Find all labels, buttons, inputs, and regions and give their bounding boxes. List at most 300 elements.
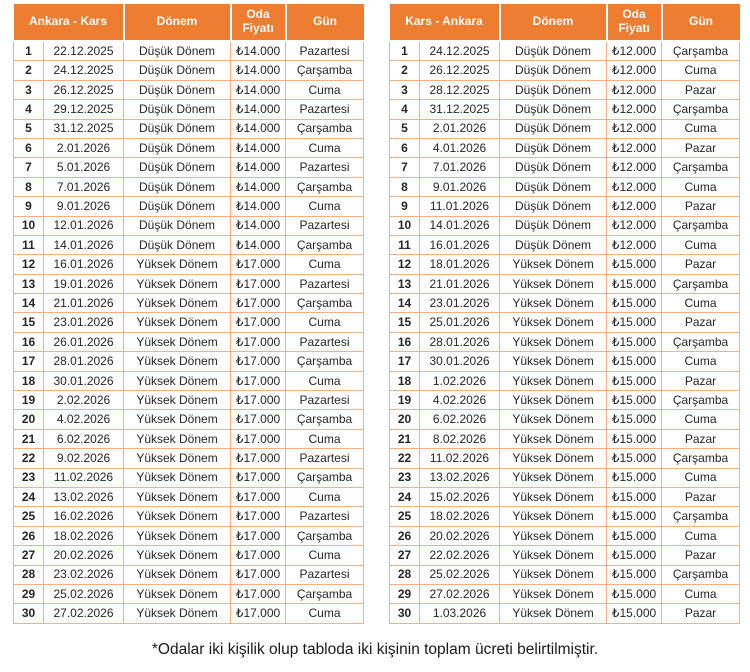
- row-number-cell: 8: [390, 177, 420, 196]
- date-cell: 27.02.2026: [420, 584, 500, 603]
- date-cell: 18.01.2026: [420, 255, 500, 274]
- date-cell: 28.12.2025: [420, 80, 500, 99]
- table-row: [390, 526, 740, 545]
- day-cell: Çarşamba: [662, 507, 740, 526]
- column-header-price: Oda Fiyatı: [607, 4, 662, 41]
- day-cell: Cuma: [286, 138, 364, 157]
- period-cell: Düşük Dönem: [124, 138, 231, 157]
- day-cell: Cuma: [662, 526, 740, 545]
- table-row: [14, 526, 364, 545]
- day-cell: Cuma: [662, 410, 740, 429]
- price-cell: ₺17.000: [231, 526, 286, 545]
- row-number-cell: 29: [14, 584, 44, 603]
- price-cell: ₺15.000: [607, 313, 662, 332]
- table-row: [14, 565, 364, 584]
- price-cell: ₺17.000: [231, 468, 286, 487]
- row-number-cell: 25: [14, 507, 44, 526]
- day-cell: Cuma: [662, 177, 740, 196]
- row-number-cell: 22: [390, 449, 420, 468]
- period-cell: Yüksek Dönem: [500, 507, 607, 526]
- price-cell: ₺14.000: [231, 177, 286, 196]
- date-cell: 23.02.2026: [44, 565, 124, 584]
- price-cell: ₺17.000: [231, 313, 286, 332]
- period-cell: Yüksek Dönem: [500, 294, 607, 313]
- price-cell: ₺14.000: [231, 100, 286, 119]
- table-row: [390, 371, 740, 390]
- day-cell: Çarşamba: [662, 274, 740, 293]
- date-cell: 28.01.2026: [44, 352, 124, 371]
- date-cell: 24.12.2025: [44, 61, 124, 80]
- column-header-period: Dönem: [124, 4, 231, 41]
- period-cell: Düşük Dönem: [124, 100, 231, 119]
- period-cell: Yüksek Dönem: [124, 255, 231, 274]
- period-cell: Yüksek Dönem: [500, 429, 607, 448]
- price-cell: ₺15.000: [607, 274, 662, 293]
- day-cell: Pazar: [662, 429, 740, 448]
- table-row: [390, 449, 740, 468]
- day-cell: Pazartesi: [286, 100, 364, 119]
- table-row: [390, 313, 740, 332]
- date-cell: 5.01.2026: [44, 158, 124, 177]
- period-cell: Düşük Dönem: [500, 61, 607, 80]
- row-number-cell: 12: [390, 255, 420, 274]
- price-cell: ₺15.000: [607, 546, 662, 565]
- table-row: [390, 216, 740, 235]
- table-row: [390, 177, 740, 196]
- day-cell: Cuma: [286, 197, 364, 216]
- date-cell: 4.02.2026: [44, 410, 124, 429]
- date-cell: 12.01.2026: [44, 216, 124, 235]
- price-cell: ₺14.000: [231, 197, 286, 216]
- day-cell: Cuma: [286, 313, 364, 332]
- row-number-cell: 30: [390, 604, 420, 623]
- price-cell: ₺12.000: [607, 177, 662, 196]
- price-cell: ₺12.000: [607, 41, 662, 61]
- header-row: [14, 4, 364, 41]
- date-cell: 22.12.2025: [44, 41, 124, 61]
- date-cell: 11.02.2026: [44, 468, 124, 487]
- price-cell: ₺12.000: [607, 80, 662, 99]
- row-number-cell: 23: [390, 468, 420, 487]
- price-cell: ₺17.000: [231, 274, 286, 293]
- date-cell: 18.02.2026: [420, 507, 500, 526]
- row-number-cell: 20: [14, 410, 44, 429]
- date-cell: 9.01.2026: [44, 197, 124, 216]
- day-cell: Cuma: [286, 371, 364, 390]
- price-cell: ₺17.000: [231, 565, 286, 584]
- price-cell: ₺15.000: [607, 526, 662, 545]
- day-cell: Çarşamba: [286, 352, 364, 371]
- period-cell: Yüksek Dönem: [124, 487, 231, 506]
- row-number-cell: 24: [14, 487, 44, 506]
- day-cell: Cuma: [662, 61, 740, 80]
- table-row: [14, 274, 364, 293]
- day-cell: Cuma: [662, 584, 740, 603]
- day-cell: Çarşamba: [286, 584, 364, 603]
- table-row: [14, 61, 364, 80]
- period-cell: Yüksek Dönem: [124, 449, 231, 468]
- price-cell: ₺12.000: [607, 197, 662, 216]
- period-cell: Yüksek Dönem: [124, 604, 231, 623]
- date-cell: 20.02.2026: [44, 546, 124, 565]
- day-cell: Çarşamba: [286, 177, 364, 196]
- table-row: [390, 468, 740, 487]
- table-row: [14, 80, 364, 99]
- table-row: [14, 468, 364, 487]
- row-number-cell: 29: [390, 584, 420, 603]
- date-cell: 26.01.2026: [44, 332, 124, 351]
- price-cell: ₺14.000: [231, 235, 286, 254]
- table-header: [390, 4, 740, 41]
- period-cell: Düşük Dönem: [500, 177, 607, 196]
- row-number-cell: 26: [14, 526, 44, 545]
- period-cell: Düşük Dönem: [124, 216, 231, 235]
- date-cell: 23.01.2026: [420, 294, 500, 313]
- date-cell: 13.02.2026: [420, 468, 500, 487]
- price-cell: ₺12.000: [607, 100, 662, 119]
- price-cell: ₺15.000: [607, 487, 662, 506]
- row-number-cell: 17: [390, 352, 420, 371]
- day-cell: Pazar: [662, 371, 740, 390]
- period-cell: Yüksek Dönem: [500, 604, 607, 623]
- date-cell: 25.01.2026: [420, 313, 500, 332]
- table-body: [390, 41, 740, 623]
- row-number-cell: 24: [390, 487, 420, 506]
- date-cell: 14.01.2026: [420, 216, 500, 235]
- row-number-cell: 28: [390, 565, 420, 584]
- table-row: [390, 332, 740, 351]
- table-row: [14, 41, 364, 61]
- period-cell: Yüksek Dönem: [124, 294, 231, 313]
- row-number-cell: 15: [14, 313, 44, 332]
- period-cell: Düşük Dönem: [124, 41, 231, 61]
- table-row: [14, 100, 364, 119]
- row-number-cell: 21: [390, 429, 420, 448]
- period-cell: Düşük Dönem: [124, 80, 231, 99]
- day-cell: Cuma: [286, 546, 364, 565]
- row-number-cell: 5: [14, 119, 44, 138]
- table-row: [390, 138, 740, 157]
- table-row: [390, 61, 740, 80]
- price-cell: ₺12.000: [607, 119, 662, 138]
- row-number-cell: 7: [14, 158, 44, 177]
- day-cell: Çarşamba: [662, 449, 740, 468]
- table-row: [14, 332, 364, 351]
- price-cell: ₺14.000: [231, 41, 286, 61]
- table-row: [390, 80, 740, 99]
- price-cell: ₺12.000: [607, 138, 662, 157]
- period-cell: Yüksek Dönem: [124, 507, 231, 526]
- day-cell: Pazartesi: [286, 449, 364, 468]
- date-cell: 16.01.2026: [44, 255, 124, 274]
- period-cell: Düşük Dönem: [500, 138, 607, 157]
- day-cell: Cuma: [662, 468, 740, 487]
- period-cell: Düşük Dönem: [124, 177, 231, 196]
- row-number-cell: 17: [14, 352, 44, 371]
- date-cell: 23.01.2026: [44, 313, 124, 332]
- row-number-cell: 6: [14, 138, 44, 157]
- date-cell: 30.01.2026: [44, 371, 124, 390]
- price-cell: ₺17.000: [231, 332, 286, 351]
- price-cell: ₺14.000: [231, 138, 286, 157]
- row-number-cell: 11: [390, 235, 420, 254]
- period-cell: Yüksek Dönem: [124, 332, 231, 351]
- period-cell: Yüksek Dönem: [124, 371, 231, 390]
- day-cell: Pazar: [662, 255, 740, 274]
- period-cell: Düşük Dönem: [500, 197, 607, 216]
- table-row: [14, 216, 364, 235]
- date-cell: 16.01.2026: [420, 235, 500, 254]
- table-row: [14, 584, 364, 603]
- date-cell: 26.12.2025: [420, 61, 500, 80]
- date-cell: 4.02.2026: [420, 391, 500, 410]
- table-row: [14, 158, 364, 177]
- row-number-cell: 10: [14, 216, 44, 235]
- date-cell: 1.03.2026: [420, 604, 500, 623]
- table-row: [14, 352, 364, 371]
- table-row: [390, 274, 740, 293]
- row-number-cell: 2: [390, 61, 420, 80]
- price-cell: ₺12.000: [607, 216, 662, 235]
- price-cell: ₺17.000: [231, 507, 286, 526]
- price-cell: ₺15.000: [607, 507, 662, 526]
- price-cell: ₺15.000: [607, 449, 662, 468]
- price-cell: ₺17.000: [231, 352, 286, 371]
- period-cell: Düşük Dönem: [124, 197, 231, 216]
- price-table-kars-ankara: [389, 4, 740, 624]
- price-cell: ₺17.000: [231, 255, 286, 274]
- row-number-cell: 5: [390, 119, 420, 138]
- table-row: [390, 546, 740, 565]
- row-number-cell: 13: [14, 274, 44, 293]
- price-cell: ₺17.000: [231, 371, 286, 390]
- date-cell: 11.01.2026: [420, 197, 500, 216]
- row-number-cell: 3: [14, 80, 44, 99]
- day-cell: Çarşamba: [662, 565, 740, 584]
- day-cell: Cuma: [662, 294, 740, 313]
- price-cell: ₺15.000: [607, 294, 662, 313]
- period-cell: Yüksek Dönem: [124, 313, 231, 332]
- day-cell: Pazartesi: [286, 274, 364, 293]
- day-cell: Pazartesi: [286, 507, 364, 526]
- table-row: [14, 429, 364, 448]
- date-cell: 24.12.2025: [420, 41, 500, 61]
- table-row: [14, 197, 364, 216]
- price-cell: ₺17.000: [231, 604, 286, 623]
- price-cell: ₺12.000: [607, 235, 662, 254]
- day-cell: Çarşamba: [662, 100, 740, 119]
- period-cell: Yüksek Dönem: [500, 313, 607, 332]
- period-cell: Yüksek Dönem: [500, 410, 607, 429]
- price-cell: ₺17.000: [231, 487, 286, 506]
- period-cell: Düşük Dönem: [500, 41, 607, 61]
- date-cell: 25.02.2026: [420, 565, 500, 584]
- price-cell: ₺15.000: [607, 352, 662, 371]
- date-cell: 9.02.2026: [44, 449, 124, 468]
- period-cell: Düşük Dönem: [500, 235, 607, 254]
- period-cell: Düşük Dönem: [124, 119, 231, 138]
- row-number-cell: 1: [390, 41, 420, 61]
- row-number-cell: 12: [14, 255, 44, 274]
- price-cell: ₺15.000: [607, 332, 662, 351]
- period-cell: Düşük Dönem: [124, 235, 231, 254]
- row-number-cell: 16: [14, 332, 44, 351]
- table-row: [14, 294, 364, 313]
- period-cell: Yüksek Dönem: [500, 449, 607, 468]
- period-cell: Yüksek Dönem: [500, 332, 607, 351]
- table-row: [390, 584, 740, 603]
- day-cell: Cuma: [662, 352, 740, 371]
- date-cell: 18.02.2026: [44, 526, 124, 545]
- table-row: [390, 100, 740, 119]
- table-row: [390, 235, 740, 254]
- period-cell: Düşük Dönem: [124, 158, 231, 177]
- period-cell: Yüksek Dönem: [124, 546, 231, 565]
- date-cell: 9.01.2026: [420, 177, 500, 196]
- table-row: [14, 449, 364, 468]
- table-row: [14, 507, 364, 526]
- period-cell: Düşük Dönem: [500, 216, 607, 235]
- table-row: [390, 352, 740, 371]
- table-row: [390, 507, 740, 526]
- date-cell: 29.12.2025: [44, 100, 124, 119]
- day-cell: Pazartesi: [286, 216, 364, 235]
- row-number-cell: 25: [390, 507, 420, 526]
- date-cell: 14.01.2026: [44, 235, 124, 254]
- price-cell: ₺14.000: [231, 216, 286, 235]
- date-cell: 2.01.2026: [44, 138, 124, 157]
- date-cell: 28.01.2026: [420, 332, 500, 351]
- table-row: [14, 604, 364, 623]
- table-row: [390, 565, 740, 584]
- row-number-cell: 3: [390, 80, 420, 99]
- date-cell: 11.02.2026: [420, 449, 500, 468]
- row-number-cell: 21: [14, 429, 44, 448]
- period-cell: Yüksek Dönem: [124, 274, 231, 293]
- date-cell: 30.01.2026: [420, 352, 500, 371]
- route-header: Ankara - Kars: [14, 4, 124, 41]
- day-cell: Cuma: [286, 604, 364, 623]
- period-cell: Yüksek Dönem: [500, 468, 607, 487]
- row-number-cell: 8: [14, 177, 44, 196]
- column-header-day: Gün: [662, 4, 740, 41]
- table-row: [14, 410, 364, 429]
- row-number-cell: 26: [390, 526, 420, 545]
- day-cell: Çarşamba: [662, 41, 740, 61]
- table-body: [14, 41, 364, 623]
- date-cell: 7.01.2026: [44, 177, 124, 196]
- date-cell: 25.02.2026: [44, 584, 124, 603]
- day-cell: Pazar: [662, 197, 740, 216]
- day-cell: Çarşamba: [662, 391, 740, 410]
- table-row: [14, 313, 364, 332]
- day-cell: Pazar: [662, 604, 740, 623]
- price-cell: ₺15.000: [607, 429, 662, 448]
- day-cell: Çarşamba: [286, 235, 364, 254]
- day-cell: Cuma: [662, 119, 740, 138]
- day-cell: Pazartesi: [286, 391, 364, 410]
- table-row: [14, 235, 364, 254]
- row-number-cell: 18: [390, 371, 420, 390]
- price-cell: ₺17.000: [231, 546, 286, 565]
- day-cell: Cuma: [662, 235, 740, 254]
- row-number-cell: 28: [14, 565, 44, 584]
- table-row: [390, 487, 740, 506]
- day-cell: Çarşamba: [662, 332, 740, 351]
- date-cell: 2.01.2026: [420, 119, 500, 138]
- day-cell: Pazartesi: [286, 332, 364, 351]
- period-cell: Yüksek Dönem: [500, 526, 607, 545]
- route-header: Kars - Ankara: [390, 4, 500, 41]
- date-cell: 1.02.2026: [420, 371, 500, 390]
- date-cell: 4.01.2026: [420, 138, 500, 157]
- day-cell: Çarşamba: [286, 526, 364, 545]
- price-cell: ₺15.000: [607, 255, 662, 274]
- date-cell: 8.02.2026: [420, 429, 500, 448]
- date-cell: 6.02.2026: [44, 429, 124, 448]
- row-number-cell: 27: [390, 546, 420, 565]
- date-cell: 21.01.2026: [44, 294, 124, 313]
- price-cell: ₺15.000: [607, 391, 662, 410]
- day-cell: Pazar: [662, 487, 740, 506]
- row-number-cell: 14: [390, 294, 420, 313]
- period-cell: Yüksek Dönem: [124, 468, 231, 487]
- table-row: [14, 391, 364, 410]
- date-cell: 2.02.2026: [44, 391, 124, 410]
- table-row: [390, 391, 740, 410]
- date-cell: 19.01.2026: [44, 274, 124, 293]
- price-cell: ₺15.000: [607, 604, 662, 623]
- period-cell: Yüksek Dönem: [124, 352, 231, 371]
- row-number-cell: 2: [14, 61, 44, 80]
- date-cell: 26.12.2025: [44, 80, 124, 99]
- price-cell: ₺17.000: [231, 449, 286, 468]
- price-cell: ₺14.000: [231, 158, 286, 177]
- row-number-cell: 27: [14, 546, 44, 565]
- day-cell: Cuma: [286, 487, 364, 506]
- period-cell: Yüksek Dönem: [124, 565, 231, 584]
- table-row: [14, 546, 364, 565]
- footnote: *Odalar iki kişilik olup tabloda iki kişinin toplam ücreti belirtilmiştir.: [151, 640, 599, 658]
- period-cell: Yüksek Dönem: [500, 371, 607, 390]
- table-row: [390, 119, 740, 138]
- date-cell: 27.02.2026: [44, 604, 124, 623]
- price-cell: ₺17.000: [231, 391, 286, 410]
- column-header-day: Gün: [286, 4, 364, 41]
- column-header-period: Dönem: [500, 4, 607, 41]
- price-cell: ₺15.000: [607, 468, 662, 487]
- date-cell: 15.02.2026: [420, 487, 500, 506]
- table-row: [14, 255, 364, 274]
- price-table-ankara-kars: [13, 4, 364, 624]
- period-cell: Yüksek Dönem: [500, 487, 607, 506]
- row-number-cell: 4: [390, 100, 420, 119]
- day-cell: Cuma: [286, 255, 364, 274]
- day-cell: Çarşamba: [662, 158, 740, 177]
- row-number-cell: 9: [14, 197, 44, 216]
- day-cell: Çarşamba: [286, 410, 364, 429]
- date-cell: 20.02.2026: [420, 526, 500, 545]
- price-cell: ₺14.000: [231, 61, 286, 80]
- price-cell: ₺15.000: [607, 565, 662, 584]
- price-cell: ₺14.000: [231, 80, 286, 99]
- row-number-cell: 30: [14, 604, 44, 623]
- day-cell: Pazar: [662, 546, 740, 565]
- day-cell: Çarşamba: [286, 468, 364, 487]
- price-cell: ₺17.000: [231, 410, 286, 429]
- period-cell: Yüksek Dönem: [500, 255, 607, 274]
- period-cell: Düşük Dönem: [500, 158, 607, 177]
